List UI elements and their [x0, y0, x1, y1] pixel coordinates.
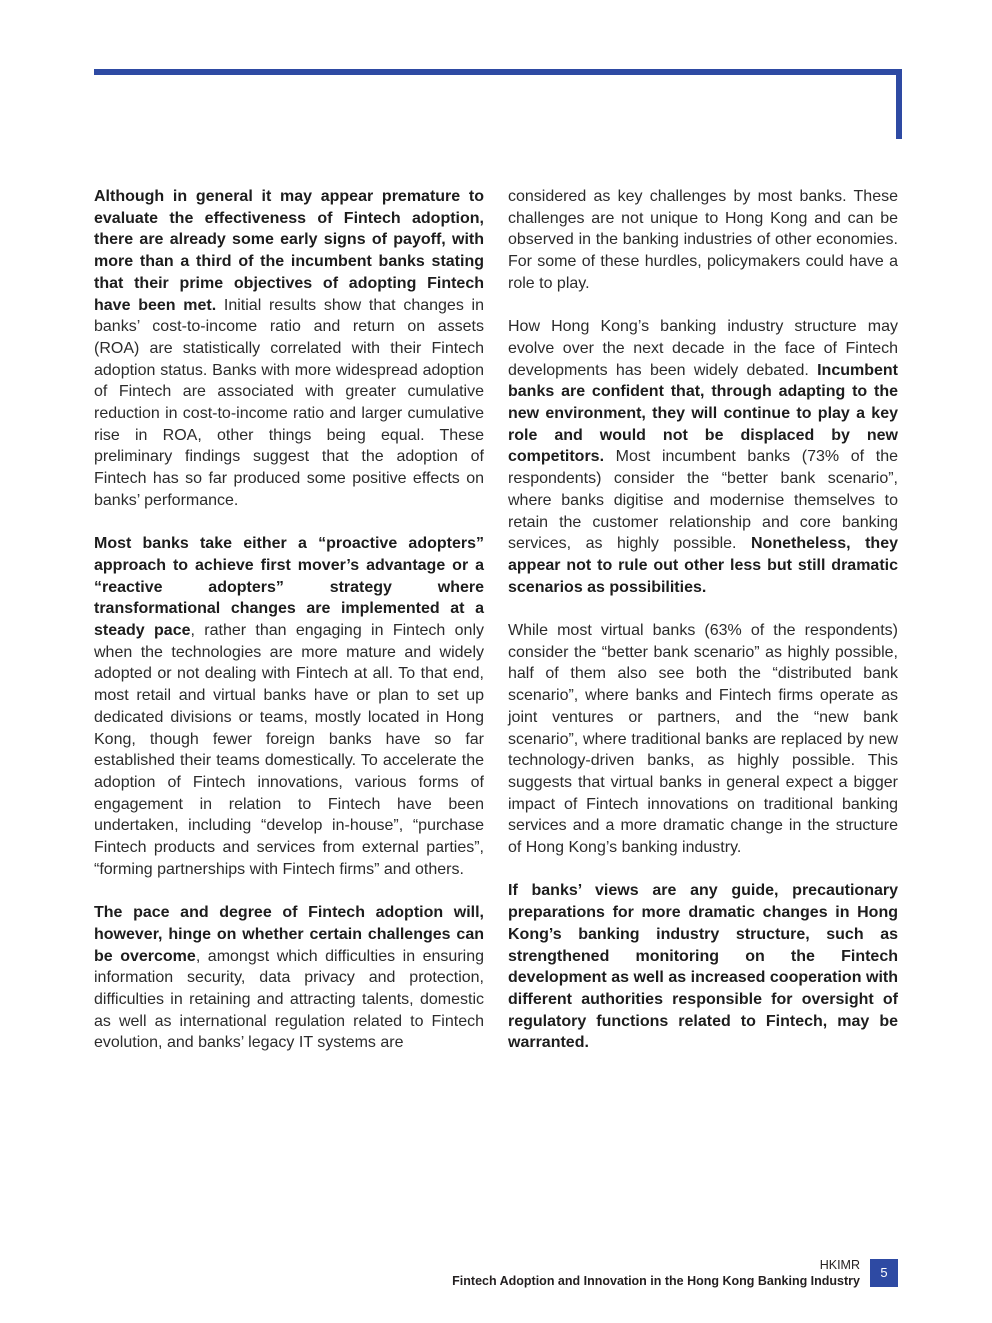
- footer-org: HKIMR: [819, 1258, 860, 1272]
- paragraph-text: Most incumbent banks (73% of the respondents) consider the “better bank scenario”, where banks digitise and modernise themselves to retain the customer relationship and core banking services, as highly possible.: [508, 448, 898, 553]
- paragraph: [94, 186, 484, 512]
- paragraph: [508, 620, 898, 859]
- paragraph-bold-lead: Most banks take either a “proactive adopters” approach to achieve first mover’s advantage or a “reactive adopters” strategy where transformational changes are implemented at a steady pace: [94, 535, 484, 640]
- paragraph: [508, 186, 898, 295]
- right-column: [508, 186, 898, 1054]
- paragraph-text: How Hong Kong’s banking industry structure may evolve over the next decade in the face of Fintech developments has been widely debated.: [508, 318, 898, 379]
- paragraph-bold-lead: Although in general it may appear premature to evaluate the effectiveness of Fintech adoption, there are already some early signs of payoff, with more than a third of the incumbent banks stating that their prime objectives of adopting Fintech have been met.: [94, 188, 484, 314]
- page-number: 5: [870, 1259, 898, 1287]
- left-column: [94, 186, 484, 1054]
- paragraph-text: While most virtual banks (63% of the respondents) consider the “better bank scenario” as highly possible, half of them also see both the “distributed bank scenario”, where banks and Fintech firms operate as joint ventures or partners, and the “new bank scenario”, where traditional banks are replaced by new technology-driven banks, as highly possible. This suggests that virtual banks in general expect a bigger impact of Fintech innovations on traditional banking services and a more dramatic change in the structure of Hong Kong’s banking industry.: [508, 622, 898, 857]
- paragraph: [508, 316, 898, 598]
- paragraph-bold-conclusion: If banks’ views are any guide, precautionary preparations for more dramatic changes in Hong Kong’s banking industry structure, such as strengthened monitoring on the Fintech development as well as increased cooperation with different authorities responsible for oversight of regulatory functions related to Fintech, may be warranted.: [508, 882, 898, 1052]
- paragraph: [94, 533, 484, 880]
- paragraph: [508, 880, 898, 1054]
- page-footer: [452, 1257, 860, 1289]
- paragraph-text: , amongst which difficulties in ensuring information security, data privacy and protection, difficulties in retaining and attracting talents, domestic as well as international regulation related to Fintech evolution, and banks’ legacy IT systems are: [94, 947, 485, 1052]
- header-rule-tick: [896, 69, 902, 139]
- paragraph-text: Initial results show that changes in banks’ cost-to-income ratio and return on assets (ROA) are statistically correlated with their Fintech adoption status. Banks with more widespread adoption of Fintech are associated with greater cumulative reduction in cost-to-income ratio and larger cumulative rise in ROA, other things being equal. These preliminary findings suggest that the adoption of Fintech has so far produced some positive effects on banks’ performance.: [94, 296, 484, 509]
- paragraph-bold-statement: Nonetheless, they appear not to rule out other less but still dramatic scenarios as possibilities.: [508, 535, 898, 596]
- paragraph-bold-lead: The pace and degree of Fintech adoption will, however, hinge on whether certain challenges can be overcome: [94, 904, 484, 965]
- footer-report-title: Fintech Adoption and Innovation in the Hong Kong Banking Industry: [452, 1274, 860, 1288]
- paragraph-text: , rather than engaging in Fintech only when the technologies are more mature and widely adopted or not dealing with Fintech at all. To that end, most retail and virtual banks have or plan to set up dedicated divisions or teams, mostly located in Hong Kong, though fewer foreign banks have so far established their teams domestically. To accelerate the adoption of Fintech innovations, various forms of engagement in relation to Fintech have been undertaken, including “develop in-house”, “purchase Fintech products and services from external parties”, “forming partnerships with Fintech firms” and others.: [94, 622, 485, 878]
- paragraph-bold-statement: Incumbent banks are confident that, through adapting to the new environment, they will continue to play a key role and would not be displaced by new competitors.: [508, 361, 898, 466]
- paragraph: [94, 902, 484, 1054]
- header-rule: [94, 69, 902, 75]
- paragraph-text: considered as key challenges by most banks. These challenges are not unique to Hong Kong and can be observed in the banking industries of other economies. For some of these hurdles, policymakers could have a role to play.: [508, 188, 898, 292]
